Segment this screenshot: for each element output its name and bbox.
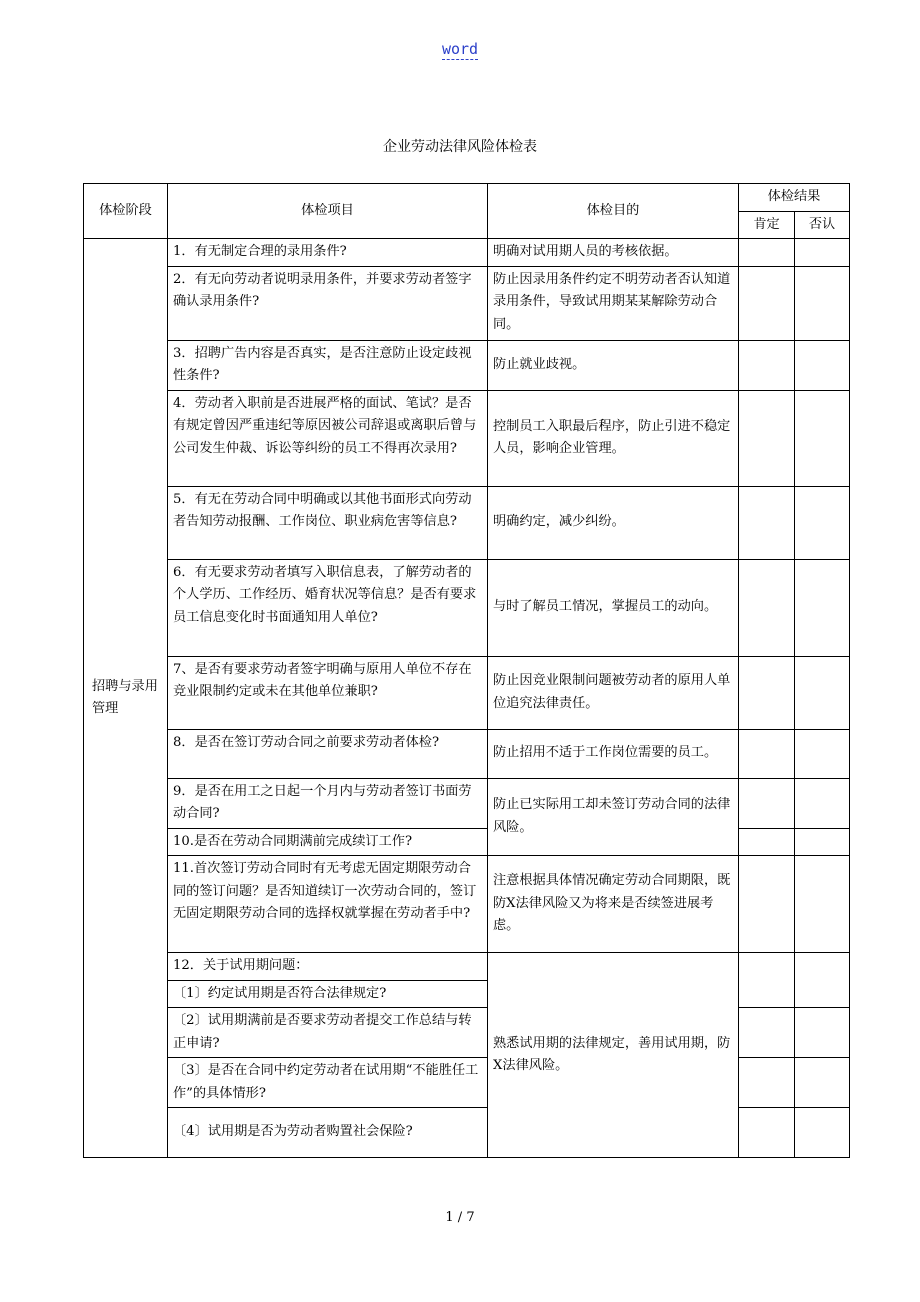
- item-cell: 8．是否在签订劳动合同之前要求劳动者体检?: [168, 729, 488, 778]
- item-cell: 7、是否有要求劳动者签字明确与原用人单位不存在竞业限制约定或未在其他单位兼职?: [168, 656, 488, 729]
- result-yes-cell[interactable]: [739, 1008, 795, 1058]
- item-cell: 6．有无要求劳动者填写入职信息表，了解劳动者的个人学历、工作经历、婚育状况等信息？是否有要求员工信息变化时书面通知用人单位?: [168, 559, 488, 656]
- document-title: 企业劳动法律风险体检表: [383, 139, 537, 155]
- result-yes-cell[interactable]: [739, 266, 795, 340]
- result-no-cell[interactable]: [795, 390, 850, 486]
- table-header-row: [84, 184, 850, 212]
- result-no-cell[interactable]: [795, 856, 850, 953]
- item-cell: 〔1〕约定试用期是否符合法律规定?: [168, 980, 488, 1008]
- purpose-cell: 熟悉试用期的法律规定，善用试用期，防X法律风险。: [488, 953, 739, 1158]
- item-cell: 〔4〕试用期是否为劳动者购置社会保险?: [168, 1108, 488, 1158]
- item-cell: 9．是否在用工之日起一个月内与劳动者签订书面劳动合同?: [168, 778, 488, 828]
- table-row: [84, 656, 850, 729]
- stage-cell: 招聘与录用管理: [84, 239, 168, 1158]
- purpose-cell: 防止因竞业限制问题被劳动者的原用人单位追究法律责任。: [488, 656, 739, 729]
- table-row: [84, 266, 850, 340]
- purpose-cell: 防止就业歧视。: [488, 340, 739, 390]
- result-no-cell[interactable]: [795, 656, 850, 729]
- header-purpose: 体检目的: [488, 184, 739, 239]
- item-cell: 12．关于试用期问题：: [168, 953, 488, 981]
- header-result: 体检结果: [739, 184, 850, 212]
- table-row: [84, 856, 850, 953]
- result-yes-cell[interactable]: [739, 1108, 795, 1158]
- result-no-cell[interactable]: [795, 340, 850, 390]
- result-yes-cell[interactable]: [739, 656, 795, 729]
- result-yes-cell[interactable]: [739, 828, 795, 856]
- result-no-cell[interactable]: [795, 486, 850, 559]
- result-yes-cell[interactable]: [739, 559, 795, 656]
- item-cell: 2．有无向劳动者说明录用条件，并要求劳动者签字确认录用条件?: [168, 266, 488, 340]
- result-no-cell[interactable]: [795, 953, 850, 1008]
- purpose-cell: 防止已实际用工却未签订劳动合同的法律风险。: [488, 778, 739, 856]
- risk-checklist-table: [83, 183, 850, 1158]
- result-no-cell[interactable]: [795, 828, 850, 856]
- result-no-cell[interactable]: [795, 239, 850, 267]
- item-cell: 5．有无在劳动合同中明确或以其他书面形式向劳动者告知劳动报酬、工作岗位、职业病危害等信息?: [168, 486, 488, 559]
- result-yes-cell[interactable]: [739, 340, 795, 390]
- result-yes-cell[interactable]: [739, 239, 795, 267]
- table-row: [84, 239, 850, 267]
- item-cell: 4．劳动者入职前是否进展严格的面试、笔试？是否有规定曾因严重违纪等原因被公司辞退或离职后曾与公司发生仲裁、诉讼等纠纷的员工不得再次录用?: [168, 390, 488, 486]
- item-cell: 10.是否在劳动合同期满前完成续订工作?: [168, 828, 488, 856]
- result-yes-cell[interactable]: [739, 953, 795, 1008]
- page-number: 1 / 7: [445, 1210, 475, 1225]
- item-cell: 〔2〕试用期满前是否要求劳动者提交工作总结与转正申请?: [168, 1008, 488, 1058]
- result-no-cell[interactable]: [795, 266, 850, 340]
- header-no: 否认: [795, 211, 850, 239]
- header-item: 体检项目: [168, 184, 488, 239]
- table-row: [84, 778, 850, 828]
- table-row: [84, 340, 850, 390]
- result-yes-cell[interactable]: [739, 1058, 795, 1108]
- table-row: [84, 953, 850, 981]
- item-cell: 〔3〕是否在合同中约定劳动者在试用期“不能胜任工作”的具体情形?: [168, 1058, 488, 1108]
- result-no-cell[interactable]: [795, 1008, 850, 1058]
- header-yes: 肯定: [739, 211, 795, 239]
- result-no-cell[interactable]: [795, 1108, 850, 1158]
- purpose-cell: 明确约定，减少纠纷。: [488, 486, 739, 559]
- purpose-cell: 明确对试用期人员的考核依据。: [488, 239, 739, 267]
- table-row: [84, 559, 850, 656]
- table-row: [84, 729, 850, 778]
- purpose-cell: 防止因录用条件约定不明劳动者否认知道录用条件，导致试用期某某解除劳动合同。: [488, 266, 739, 340]
- header-word-link[interactable]: word: [441, 40, 479, 58]
- result-no-cell[interactable]: [795, 1058, 850, 1108]
- result-yes-cell[interactable]: [739, 390, 795, 486]
- result-no-cell[interactable]: [795, 729, 850, 778]
- item-cell: 3．招聘广告内容是否真实，是否注意防止设定歧视性条件?: [168, 340, 488, 390]
- purpose-cell: 控制员工入职最后程序，防止引进不稳定人员，影响企业管理。: [488, 390, 739, 486]
- result-yes-cell[interactable]: [739, 729, 795, 778]
- table-row: [84, 486, 850, 559]
- result-yes-cell[interactable]: [739, 486, 795, 559]
- result-yes-cell[interactable]: [739, 856, 795, 953]
- header-stage: 体检阶段: [84, 184, 168, 239]
- item-cell: 11.首次签订劳动合同时有无考虑无固定期限劳动合同的签订问题？是否知道续订一次劳动合同的，签订无固定期限劳动合同的选择权就掌握在劳动者手中?: [168, 856, 488, 953]
- item-cell: 1．有无制定合理的录用条件?: [168, 239, 488, 267]
- table-row: [84, 390, 850, 486]
- purpose-cell: 注意根据具体情况确定劳动合同期限，既防X法律风险又为将来是否续签进展考虑。: [488, 856, 739, 953]
- result-no-cell[interactable]: [795, 778, 850, 828]
- result-no-cell[interactable]: [795, 559, 850, 656]
- result-yes-cell[interactable]: [739, 778, 795, 828]
- purpose-cell: 与时了解员工情况，掌握员工的动向。: [488, 559, 739, 656]
- purpose-cell: 防止招用不适于工作岗位需要的员工。: [488, 729, 739, 778]
